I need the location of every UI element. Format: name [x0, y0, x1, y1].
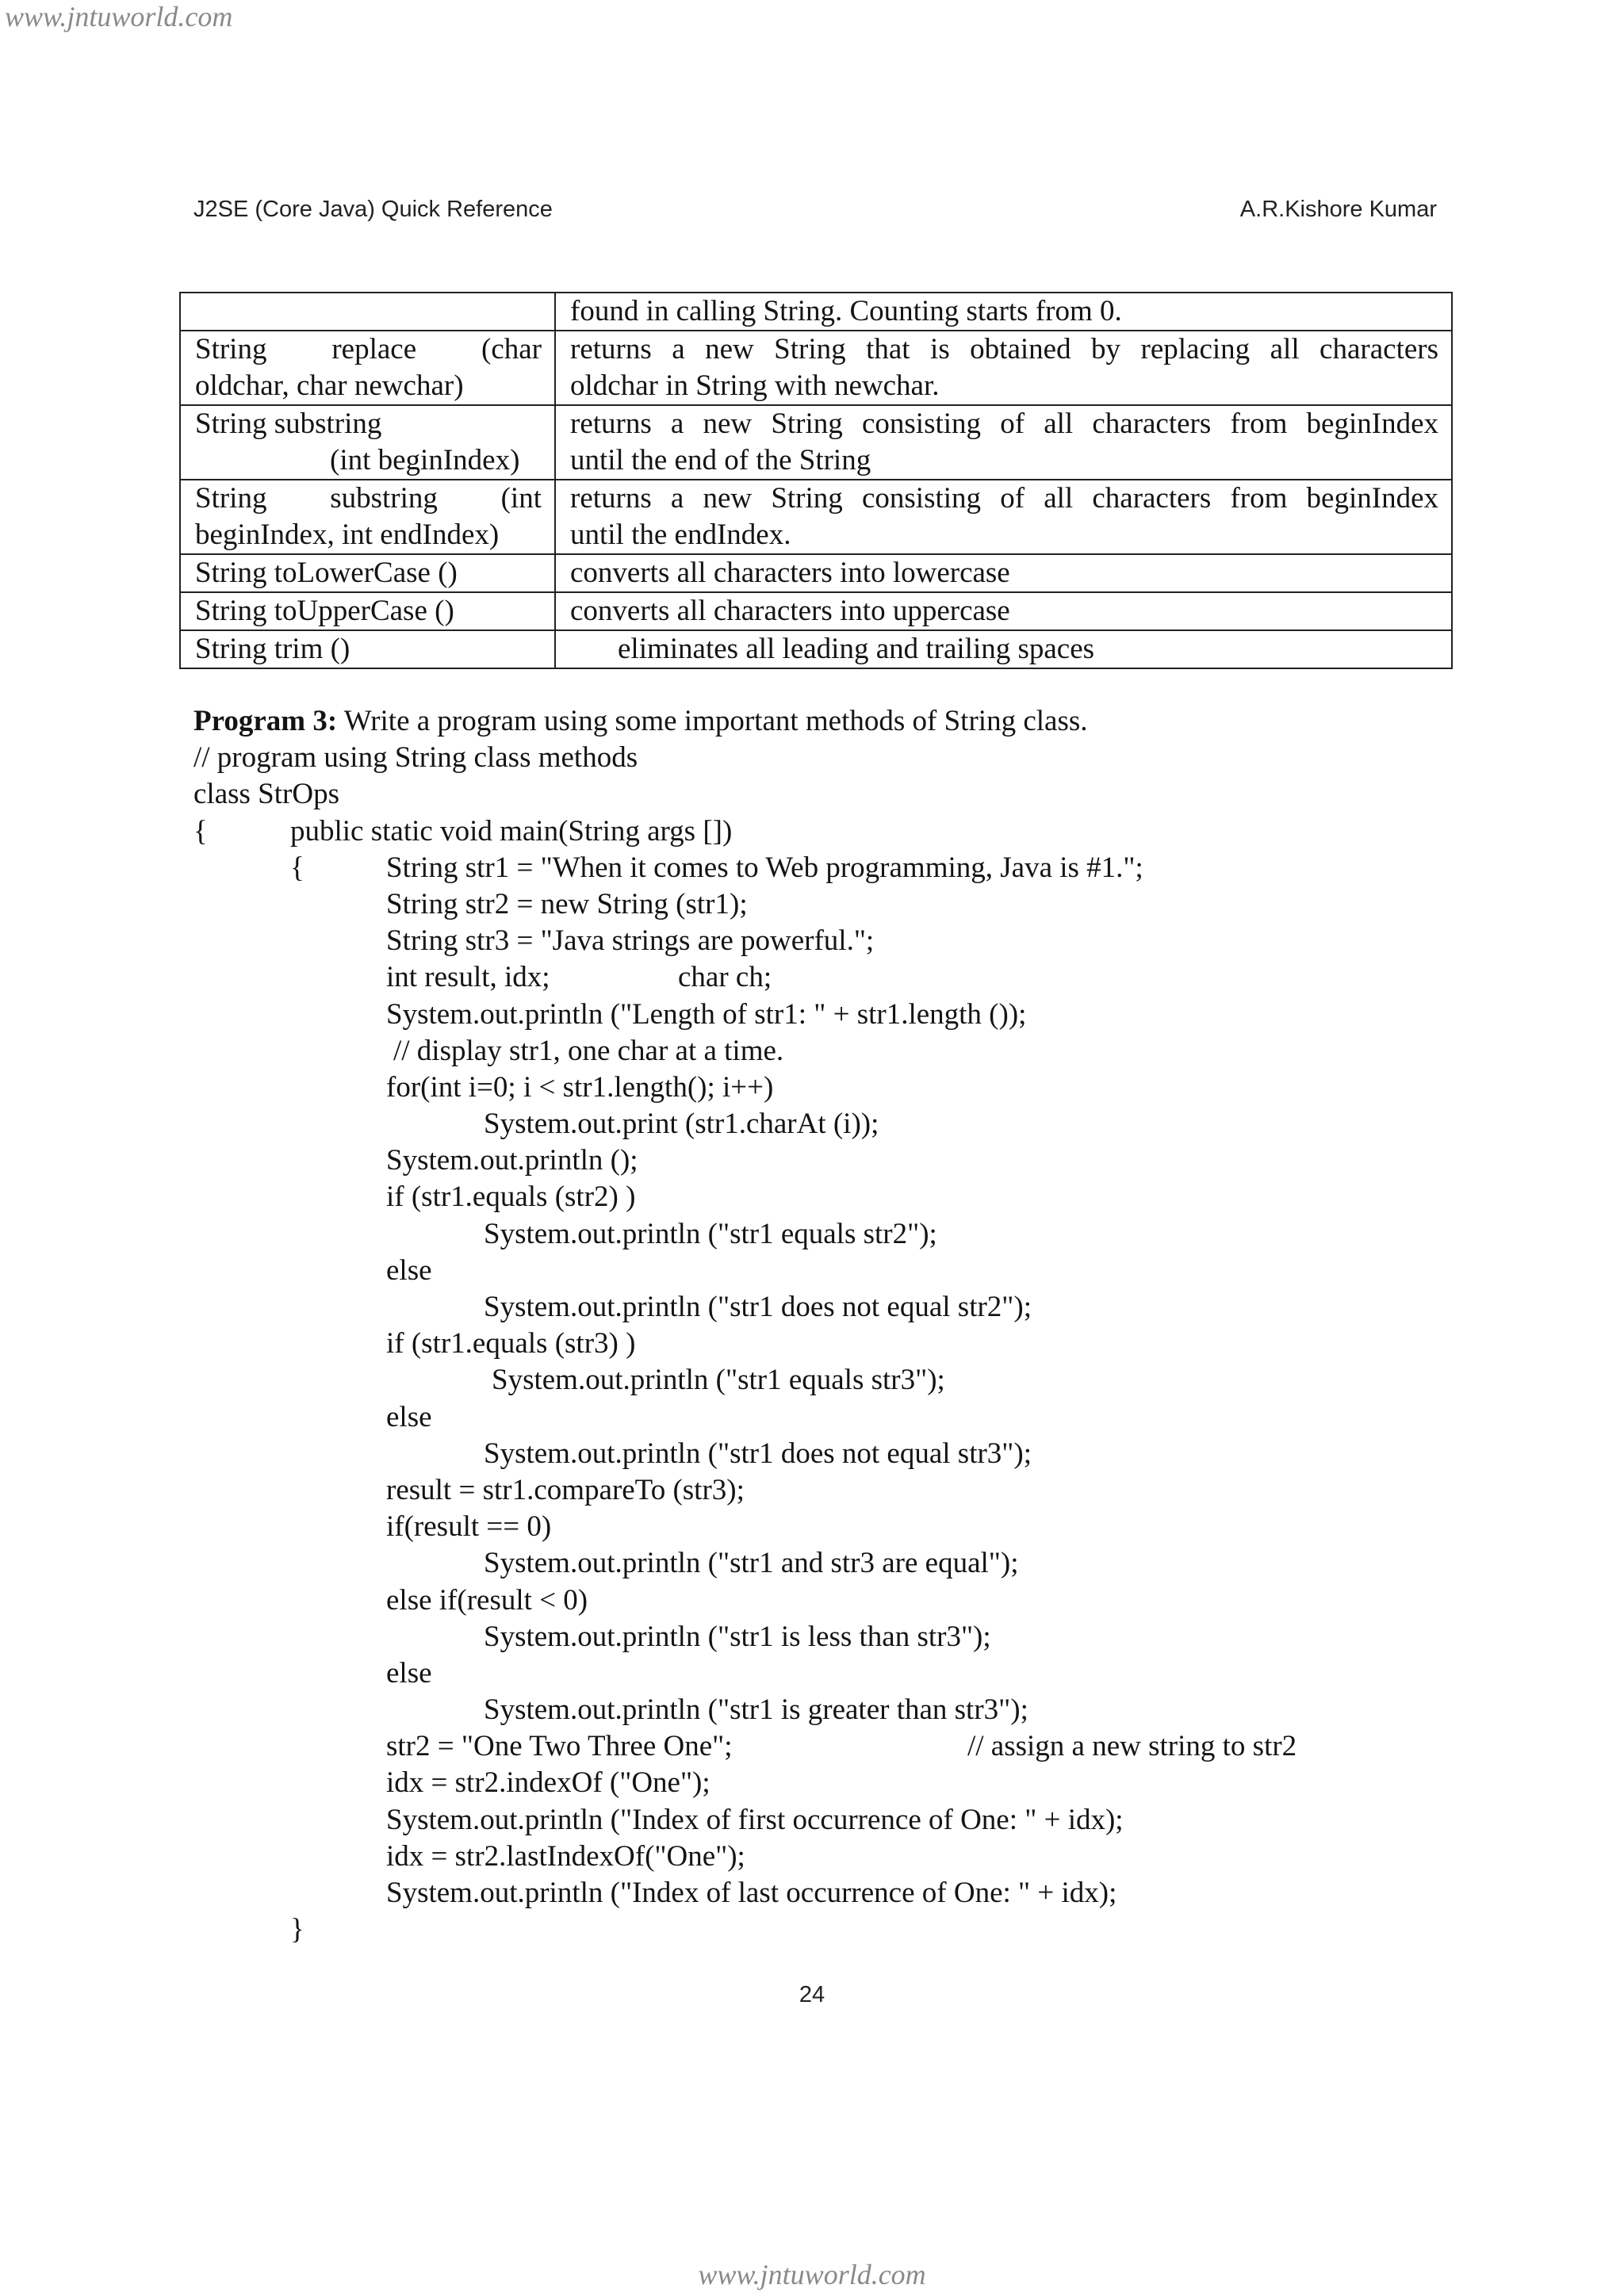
code-text: else: [386, 1400, 432, 1433]
code-text: System.out.println ("str1 does not equal str2");: [484, 1291, 1032, 1323]
code-line: [193, 777, 1088, 813]
code-line: [193, 1143, 1088, 1180]
method-description: [555, 480, 1452, 554]
code-line: [193, 1620, 1088, 1656]
code-line: [193, 1400, 1088, 1437]
code-text: System.out.println ("str1 and str3 are equal");: [484, 1547, 1019, 1580]
code-line: [193, 1034, 1088, 1070]
method-description: [555, 630, 1452, 668]
code-line: [193, 1180, 1088, 1216]
watermark-bottom: www.jntuworld.com: [698, 2259, 926, 2290]
code-line: [193, 1510, 1088, 1546]
code-text: String str2 = new String (str1);: [386, 887, 748, 920]
table-row: [180, 405, 1452, 480]
code-line: [193, 1839, 1088, 1876]
code-text: {: [290, 851, 304, 884]
signature-line: String substring: [195, 408, 382, 440]
code-text: System.out.println ();: [386, 1144, 638, 1177]
code-line: [193, 1070, 1088, 1107]
code-text: String str3 = "Java strings are powerful.";: [386, 924, 875, 958]
table-row: [180, 554, 1452, 592]
page-number: 24: [799, 1982, 825, 2007]
table-row: [180, 480, 1452, 554]
signature-line: (int beginIndex): [330, 444, 520, 476]
method-signature: [180, 293, 555, 331]
program-heading: [193, 704, 1088, 740]
code-line: [193, 1326, 1088, 1363]
code-text: System.out.println ("str1 is less than str3");: [484, 1620, 991, 1653]
code-text: System.out.println ("Index of first occurrence of One: " + idx);: [386, 1803, 1124, 1836]
code-comment: // assign a new string to str2: [967, 1730, 1297, 1763]
program-label: Program 3:: [193, 705, 338, 737]
code-text: result = str1.compareTo (str3);: [386, 1473, 745, 1506]
string-methods-table: [179, 292, 1453, 669]
method-description: converts all characters into uppercase: [555, 592, 1452, 630]
method-signature: String trim (): [180, 630, 555, 668]
watermark-top: www.jntuworld.com: [5, 1, 233, 33]
description-line: oldchar in String with newchar.: [570, 369, 940, 402]
code-text: else: [386, 1656, 432, 1689]
code-text: String str1 = "When it comes to Web programming, Java is #1.";: [386, 851, 1143, 884]
code-line: [193, 960, 1088, 997]
method-signature: String toUpperCase (): [180, 592, 555, 630]
code-text: }: [290, 1913, 304, 1946]
method-signature: String toLowerCase (): [180, 554, 555, 592]
table-row: [180, 293, 1452, 331]
code-text: if (str1.equals (str3) ): [386, 1327, 636, 1360]
description-line: until the endIndex.: [570, 519, 791, 551]
code-text: // program using String class methods: [193, 741, 638, 775]
program-heading-text: Write a program using some important methods of String class.: [337, 705, 1088, 737]
code-line: [193, 1546, 1088, 1582]
table-row: [180, 592, 1452, 630]
code-line: [193, 887, 1088, 924]
header-title: J2SE (Core Java) Quick Reference: [193, 197, 553, 222]
signature-line: String substring (int: [195, 482, 542, 515]
code-line: [193, 814, 1088, 851]
code-line: [193, 1583, 1088, 1620]
code-text: for(int i=0; i < str1.length(); i++): [386, 1070, 774, 1104]
code-text: else if(result < 0): [386, 1583, 588, 1617]
code-text: idx = str2.indexOf ("One");: [386, 1766, 710, 1800]
code-line: [193, 1912, 1088, 1949]
description-line: eliminates all leading and trailing spaces: [618, 633, 1095, 665]
code-line: [193, 851, 1143, 887]
signature-line: beginIndex, int endIndex): [195, 519, 500, 551]
code-line: [193, 1473, 1088, 1510]
code-text: System.out.println ("Length of str1: " + str1.length ());: [386, 997, 1027, 1031]
code-text: str2 = "One Two Three One";: [386, 1730, 733, 1763]
code-line: [193, 1107, 1088, 1143]
method-description: converts all characters into lowercase: [555, 554, 1452, 592]
code-text: {: [193, 814, 208, 848]
code-text: int result, idx;: [386, 961, 550, 994]
signature-line: oldchar, char newchar): [195, 369, 464, 402]
code-text: if(result == 0): [386, 1510, 552, 1544]
code-text: System.out.print (str1.charAt (i));: [484, 1108, 879, 1141]
code-text: char ch;: [678, 961, 772, 994]
code-text: System.out.println ("str1 equals str2");: [484, 1217, 937, 1250]
description-line: until the end of the String: [570, 444, 871, 476]
table-row: [180, 331, 1452, 405]
code-text: System.out.println ("str1 does not equal str3");: [484, 1437, 1032, 1470]
description-line: returns a new String consisting of all characters from beginIndex: [570, 408, 1438, 440]
method-signature: [180, 331, 555, 405]
method-description: [555, 331, 1452, 405]
method-signature: [180, 480, 555, 554]
code-line: [193, 1729, 1297, 1766]
code-line: [193, 740, 1088, 777]
code-line: [193, 1766, 1088, 1802]
signature-line: String replace (char: [195, 333, 542, 365]
code-line: [193, 1656, 1088, 1693]
code-line: [193, 1290, 1088, 1326]
description-line: returns a new String that is obtained by replacing all characters: [570, 333, 1438, 365]
code-line: [193, 1693, 1088, 1729]
method-description: found in calling String. Counting starts from 0.: [555, 293, 1452, 331]
code-line: [193, 1363, 1088, 1399]
code-line: [193, 1437, 1088, 1473]
code-line: [193, 924, 1088, 960]
code-line: [193, 1876, 1117, 1912]
code-text: class StrOps: [193, 778, 339, 811]
code-line: [193, 1803, 1124, 1839]
code-text: if (str1.equals (str2) ): [386, 1181, 636, 1214]
method-signature: [180, 405, 555, 480]
code-text: public static void main(String args []): [290, 814, 733, 848]
code-line: [193, 997, 1088, 1034]
code-line: [193, 1253, 1088, 1290]
code-text: System.out.println ("Index of last occurrence of One: " + idx);: [386, 1877, 1117, 1909]
header-author: A.R.Kishore Kumar: [1239, 197, 1437, 222]
code-line: [193, 1217, 1088, 1253]
method-description: [555, 405, 1452, 480]
code-text: idx = str2.lastIndexOf("One");: [386, 1839, 745, 1873]
program-listing: [193, 704, 1297, 1949]
description-line: returns a new String consisting of all characters from beginIndex: [570, 482, 1438, 515]
code-text: else: [386, 1253, 432, 1287]
code-text: // display str1, one char at a time.: [393, 1034, 784, 1067]
table-row: [180, 630, 1452, 668]
code-text: System.out.println ("str1 equals str3");: [492, 1364, 945, 1397]
code-text: System.out.println ("str1 is greater than str3");: [484, 1693, 1028, 1727]
